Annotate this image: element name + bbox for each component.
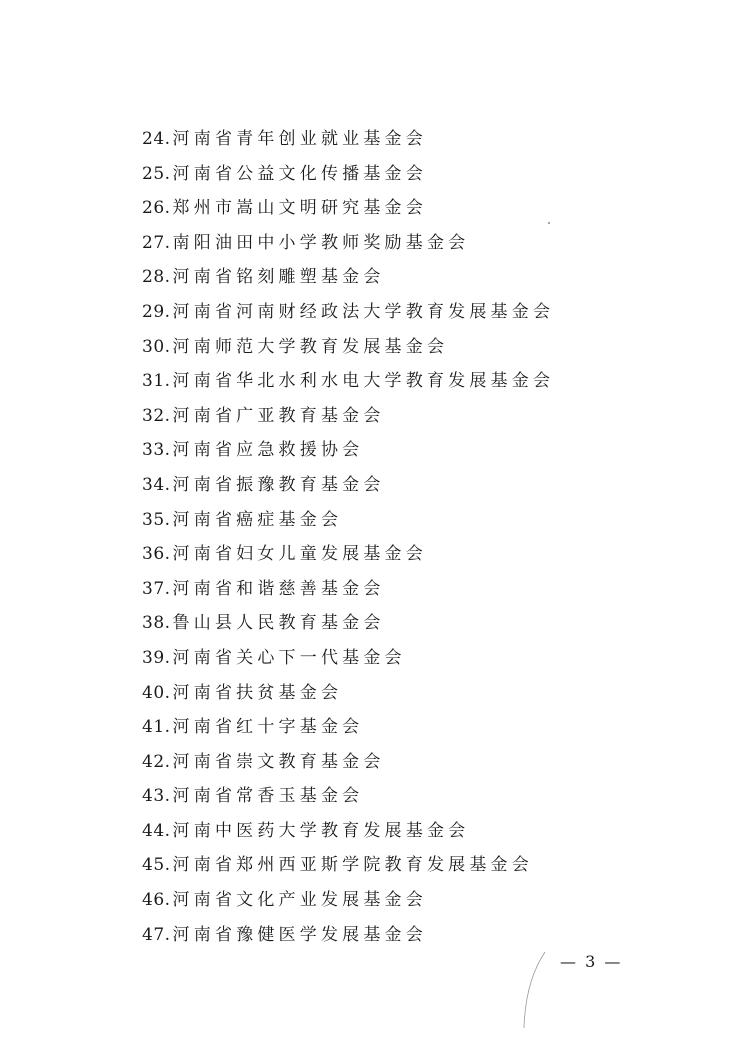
list-item [142, 606, 554, 641]
scan-artifact-curve [515, 950, 555, 1030]
item-text: 河南师范大学教育发展基金会 [172, 336, 449, 357]
item-text: 鲁山县人民教育基金会 [172, 613, 385, 634]
list-item [142, 330, 554, 365]
list-item [142, 191, 554, 226]
item-text: 河南中医药大学教育发展基金会 [172, 820, 470, 841]
item-number: 36. [142, 544, 171, 565]
organization-list [142, 122, 554, 952]
item-text: 河南省郑州西亚斯学院教育发展基金会 [172, 855, 533, 876]
item-text: 河南省广亚教育基金会 [172, 405, 385, 426]
item-text: 郑州市嵩山文明研究基金会 [172, 198, 427, 219]
item-text: 河南省华北水利水电大学教育发展基金会 [172, 371, 555, 392]
page-number: — 3 — [560, 952, 623, 971]
item-number: 42. [142, 751, 171, 772]
list-item [142, 468, 554, 503]
list-item [142, 364, 554, 399]
item-number: 25. [142, 163, 171, 184]
list-item [142, 883, 554, 918]
item-number: 30. [142, 336, 171, 357]
item-number: 47. [142, 924, 171, 945]
item-number: 31. [142, 371, 171, 392]
item-text: 河南省妇女儿童发展基金会 [172, 544, 427, 565]
list-item [142, 295, 554, 330]
item-text: 河南省青年创业就业基金会 [172, 129, 427, 149]
item-number: 28. [142, 267, 171, 288]
list-item [142, 433, 554, 468]
list-item [142, 779, 554, 814]
list-item [142, 122, 554, 157]
list-item [142, 503, 554, 538]
item-number: 46. [142, 890, 171, 911]
list-item [142, 399, 554, 434]
item-text: 河南省应急救援协会 [172, 440, 364, 461]
item-text: 河南省红十字基金会 [172, 717, 364, 738]
item-number: 41. [142, 717, 171, 738]
item-number: 27. [142, 232, 171, 253]
item-text: 河南省铭刻雕塑基金会 [172, 267, 385, 288]
item-text: 河南省常香玉基金会 [172, 786, 364, 807]
item-number: 33. [142, 440, 171, 461]
item-number: 26. [142, 198, 171, 219]
list-item [142, 745, 554, 780]
list-item [142, 676, 554, 711]
item-number: 44. [142, 820, 171, 841]
item-number: 38. [142, 613, 171, 634]
item-number: 40. [142, 682, 171, 703]
list-item [142, 260, 554, 295]
item-text: 河南省公益文化传播基金会 [172, 163, 427, 184]
item-text: 河南省和谐慈善基金会 [172, 578, 385, 599]
item-number: 37. [142, 578, 171, 599]
scan-artifact-dot [548, 222, 550, 224]
item-text: 河南省关心下一代基金会 [172, 647, 406, 668]
item-number: 45. [142, 855, 171, 876]
item-text: 河南省癌症基金会 [172, 509, 343, 530]
list-item [142, 848, 554, 883]
item-text: 河南省扶贫基金会 [172, 682, 343, 703]
item-text: 河南省豫健医学发展基金会 [172, 924, 427, 945]
item-text: 河南省文化产业发展基金会 [172, 890, 427, 911]
item-number: 39. [142, 647, 171, 668]
list-item [142, 641, 554, 676]
list-item [142, 918, 554, 953]
item-number: 43. [142, 786, 171, 807]
list-item [142, 537, 554, 572]
item-number: 35. [142, 509, 171, 530]
list-item [142, 157, 554, 192]
item-text: 河南省振豫教育基金会 [172, 474, 385, 495]
item-number: 34. [142, 474, 171, 495]
list-item [142, 226, 554, 261]
list-item [142, 710, 554, 745]
item-number: 29. [142, 301, 171, 322]
item-number: 32. [142, 405, 171, 426]
item-text: 南阳油田中小学教师奖励基金会 [172, 232, 470, 253]
list-item [142, 572, 554, 607]
item-text: 河南省崇文教育基金会 [172, 751, 385, 772]
item-number: 24. [142, 129, 171, 149]
item-text: 河南省河南财经政法大学教育发展基金会 [172, 301, 555, 322]
list-item [142, 814, 554, 849]
